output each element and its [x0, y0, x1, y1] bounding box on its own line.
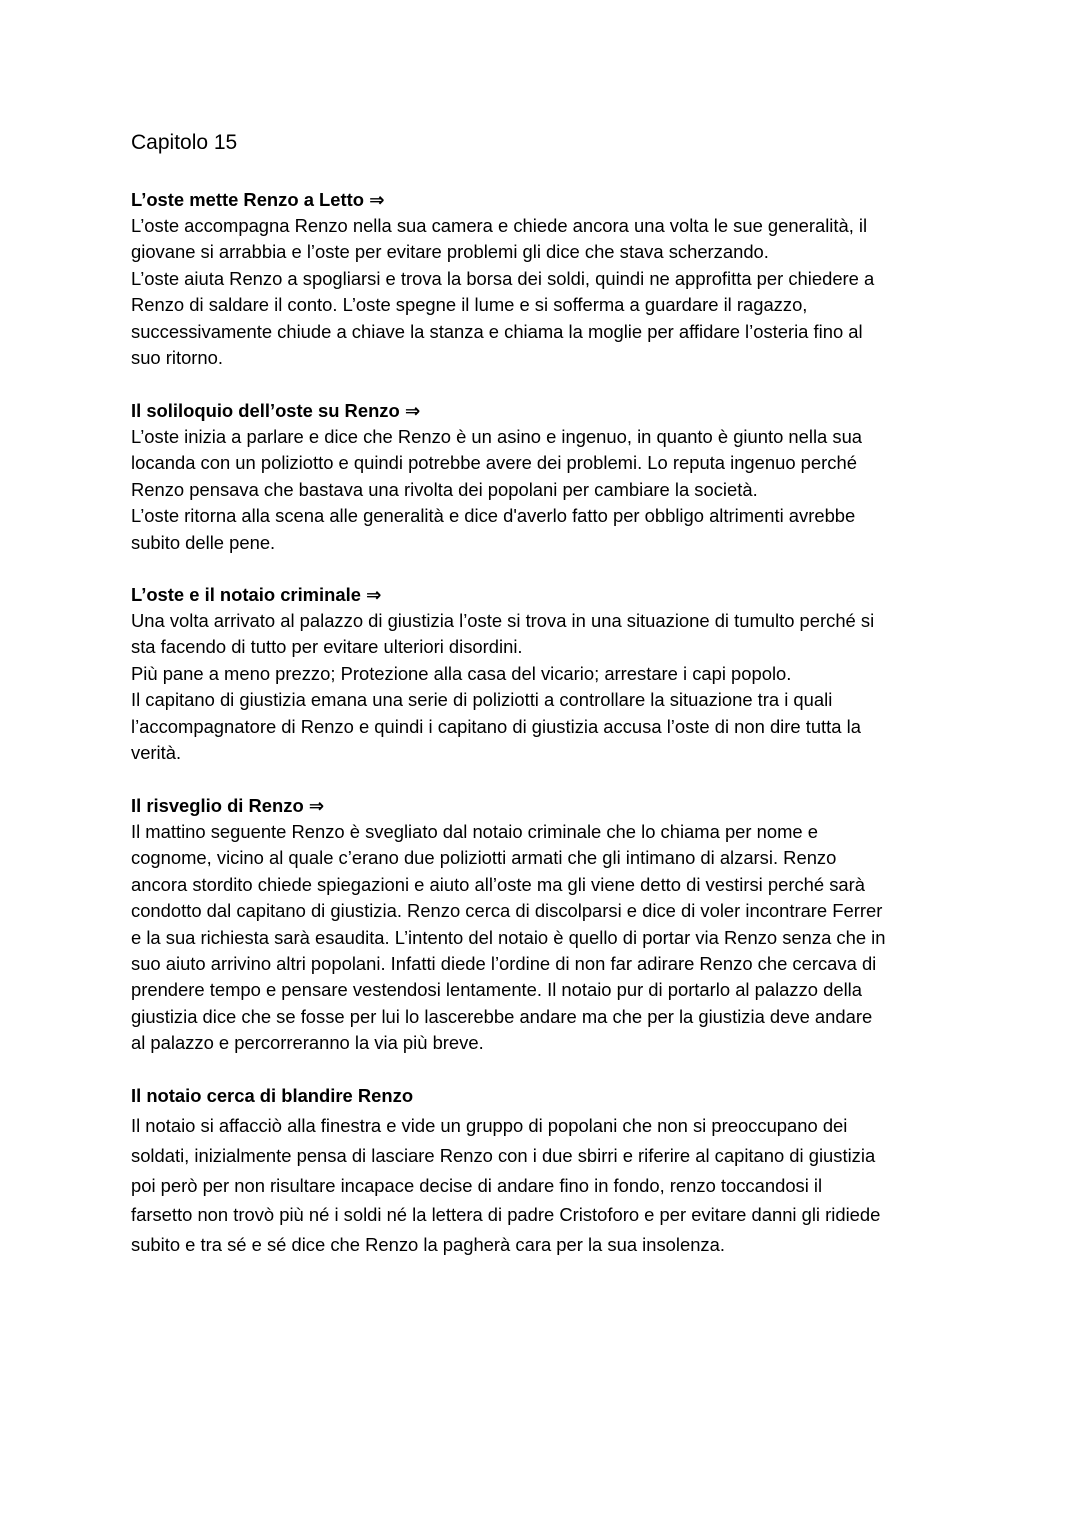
text-line: Una volta arrivato al palazzo di giustizia l’oste si trova in una situazione di tumulto perché si — [131, 610, 875, 631]
text-line: Il mattino seguente Renzo è svegliato dal notaio criminale che lo chiama per nome e — [131, 821, 818, 842]
text-line: prendere tempo e pensare vestendosi lentamente. Il notaio pur di portarlo al palazzo della — [131, 979, 862, 1001]
section-heading: Il notaio cerca di blandire Renzo — [131, 1085, 414, 1106]
text-line: ancora stordito chiede spiegazioni e aiuto all’oste ma gli viene detto di vestirsi perché sarà — [131, 873, 865, 895]
text-line: suo aiuto arrivino altri popolani. Infatti diede l’ordine di non far adirare Renzo che cercava di — [131, 953, 877, 975]
text-line: Il notaio si affacciò alla finestra e vide un gruppo di popolani che non si preoccupano dei — [131, 1115, 848, 1136]
text-line: farsetto non trovò più né i soldi né la lettera di padre Cristoforo e per evitare danni gli ridiede — [131, 1204, 881, 1226]
section-paragraph — [131, 1111, 951, 1260]
section-heading: Il soliloquio dell’oste su Renzo ⇒ — [131, 400, 421, 421]
text-line: soldati, inizialmente pensa di lasciare Renzo con i due sbirri e riferire al capitano di giustizia — [131, 1144, 876, 1166]
section-heading: L’oste mette Renzo a Letto ⇒ — [131, 189, 385, 210]
section-notaio-blandire-renzo — [131, 1083, 951, 1260]
section-paragraph — [131, 213, 951, 371]
text-line: locanda con un poliziotto e quindi potrebbe avere dei problemi. Lo reputa ingenuo perché — [131, 452, 857, 474]
text-line: L’oste ritorna alla scena alle generalità e dice d'averlo fatto per obbligo altrimenti avrebbe — [131, 505, 856, 527]
text-line: condotto dal capitano di giustizia. Renzo cerca di discolparsi e dice di voler incontrare Ferrer — [131, 900, 883, 922]
text-line: giovane si arrabbia e l’oste per evitare problemi gli dice che stava scherzando. — [131, 241, 769, 263]
text-line: Renzo pensava che bastava una rivolta dei popolani per cambiare la società. — [131, 478, 758, 500]
text-line: Il capitano di giustizia emana una serie di poliziotti a controllare la situazione tra i quali — [131, 689, 833, 711]
text-line: subito e tra sé e sé dice che Renzo la pagherà cara per la sua insolenza. — [131, 1234, 725, 1256]
text-line: cognome, vicino al quale c’erano due poliziotti armati che gli intimano di alzarsi. Renzo — [131, 847, 837, 869]
text-line: sta facendo di tutto per evitare ulteriori disordini. — [131, 636, 523, 658]
text-line: poi però per non risultare incapace decise di andare fino in fondo, renzo toccandosi il — [131, 1174, 823, 1196]
section-heading: L’oste e il notaio criminale ⇒ — [131, 584, 382, 605]
text-line: Renzo di saldare il conto. L’oste spegne il lume e si sofferma a guardare il ragazzo, — [131, 294, 808, 316]
section-risveglio-renzo — [131, 793, 951, 1057]
text-line: successivamente chiude a chiave la stanza e chiama la moglie per affidare l’osteria fino al — [131, 320, 863, 342]
text-line: al palazzo e percorreranno la via più breve. — [131, 1032, 484, 1054]
section-paragraph — [131, 608, 951, 766]
section-oste-notaio-criminale — [131, 582, 951, 766]
section-paragraph — [131, 424, 951, 556]
text-line: suo ritorno. — [131, 347, 223, 369]
section-paragraph — [131, 819, 951, 1057]
text-line: L’oste aiuta Renzo a spogliarsi e trova la borsa dei soldi, quindi ne approfitta per chiedere a — [131, 267, 875, 289]
text-line: L’oste accompagna Renzo nella sua camera e chiede ancora una volta le sue generalità, il — [131, 215, 868, 236]
text-line: l’accompagnatore di Renzo e quindi i capitano di giustizia accusa l’oste di non dire tutta la — [131, 715, 861, 737]
text-line: giustizia dice che se fosse per lui lo lascerebbe andare ma che per la giustizia deve andare — [131, 1005, 873, 1027]
text-line: L’oste inizia a parlare e dice che Renzo è un asino e ingenuo, in quanto è giunto nella sua — [131, 426, 863, 447]
section-heading: Il risveglio di Renzo ⇒ — [131, 795, 325, 816]
section-soliloquio-oste — [131, 398, 951, 556]
chapter-title: Capitolo 15 — [131, 131, 238, 154]
text-line: verità. — [131, 742, 182, 764]
text-line: e la sua richiesta sarà esaudita. L’intento del notaio è quello di portar via Renzo senza che in — [131, 926, 886, 948]
section-oste-mette-renzo-a-letto — [131, 187, 951, 371]
text-line: Più pane a meno prezzo; Protezione alla casa del vicario; arrestare i capi popolo. — [131, 662, 792, 684]
text-line: subito delle pene. — [131, 531, 276, 553]
